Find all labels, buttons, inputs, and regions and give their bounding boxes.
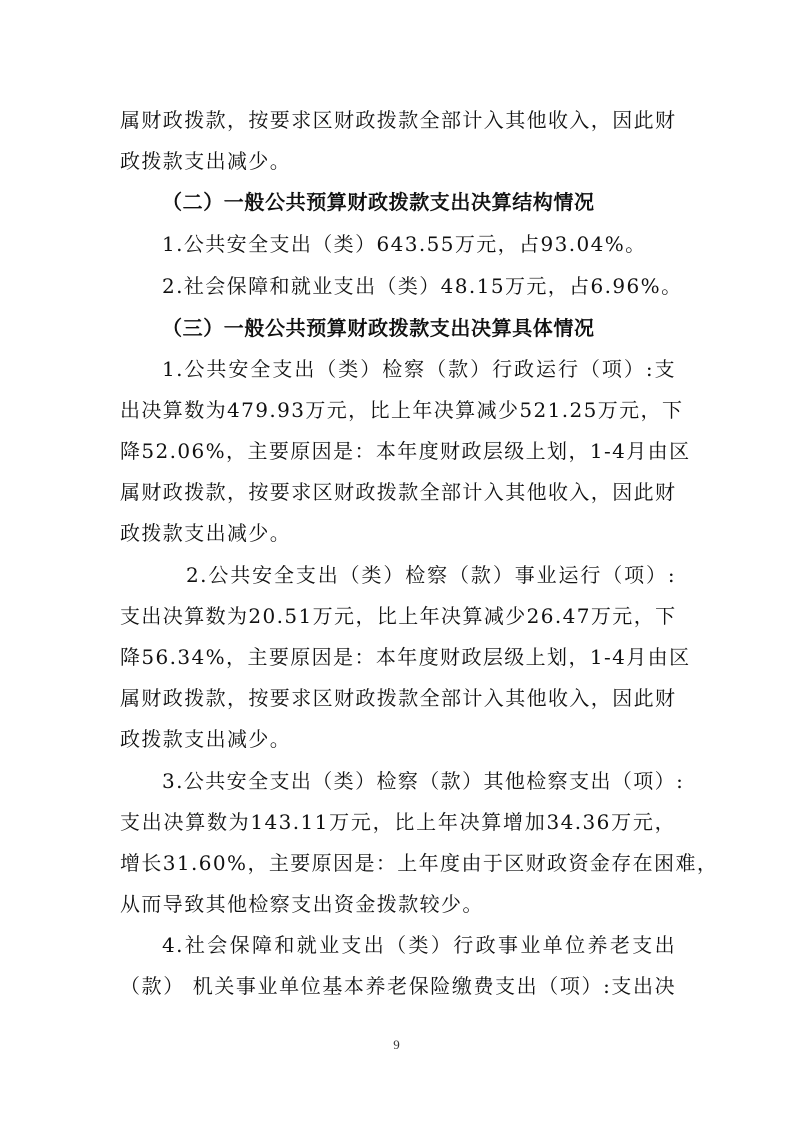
paragraph-line: 政拨款支出减少。 <box>120 149 292 173</box>
paragraph-line: 4.社会保障和就业支出（类）行政事业单位养老支出 <box>162 933 676 957</box>
paragraph-line: 1.公共安全支出（类）643.55万元，占93.04%。 <box>162 232 647 256</box>
paragraph-line: 降56.34%，主要原因是：本年度财政层级上划，1-4月由区 <box>120 645 691 669</box>
paragraph-line: 支出决算数为20.51万元，比上年决算减少26.47万元，下 <box>120 604 677 628</box>
paragraph-line: 支出决算数为143.11万元，比上年决算增加34.36万元， <box>120 810 676 834</box>
paragraph-line: 政拨款支出减少。 <box>120 521 292 545</box>
paragraph-line: 从而导致其他检察支出资金拨款较少。 <box>120 892 484 916</box>
paragraph-line: 属财政拨款，按要求区财政拨款全部计入其他收入，因此财 <box>120 480 677 504</box>
paragraph-line: 1.公共安全支出（类）检察（款）行政运行（项）:支 <box>162 357 676 381</box>
paragraph-line: 政拨款支出减少。 <box>120 727 292 751</box>
paragraph-line: （款） 机关事业单位基本养老保险缴费支出（项）:支出决 <box>120 974 676 998</box>
paragraph-line: 3.公共安全支出（类）检察（款）其他检察支出（项）: <box>162 769 685 793</box>
paragraph-line: 2.公共安全支出（类）检察（款）事业运行（项）: <box>186 563 676 587</box>
paragraph-line: 降52.06%，主要原因是：本年度财政层级上划，1-4月由区 <box>120 439 691 463</box>
section-heading: （三）一般公共预算财政拨款支出决算具体情况 <box>162 316 595 340</box>
paragraph-line: 属财政拨款，按要求区财政拨款全部计入其他收入，因此财 <box>120 108 677 132</box>
paragraph-line: 增长31.60%，主要原因是：上年度由于区财政资金存在困难， <box>120 851 719 875</box>
page-number: 9 <box>393 1037 400 1052</box>
section-heading: （二）一般公共预算财政拨款支出决算结构情况 <box>162 190 595 214</box>
paragraph-line: 2.社会保障和就业支出（类）48.15万元，占6.96%。 <box>162 274 683 298</box>
paragraph-line: 出决算数为479.93万元，比上年决算减少521.25万元，下 <box>120 398 684 422</box>
paragraph-line: 属财政拨款，按要求区财政拨款全部计入其他收入，因此财 <box>120 686 677 710</box>
